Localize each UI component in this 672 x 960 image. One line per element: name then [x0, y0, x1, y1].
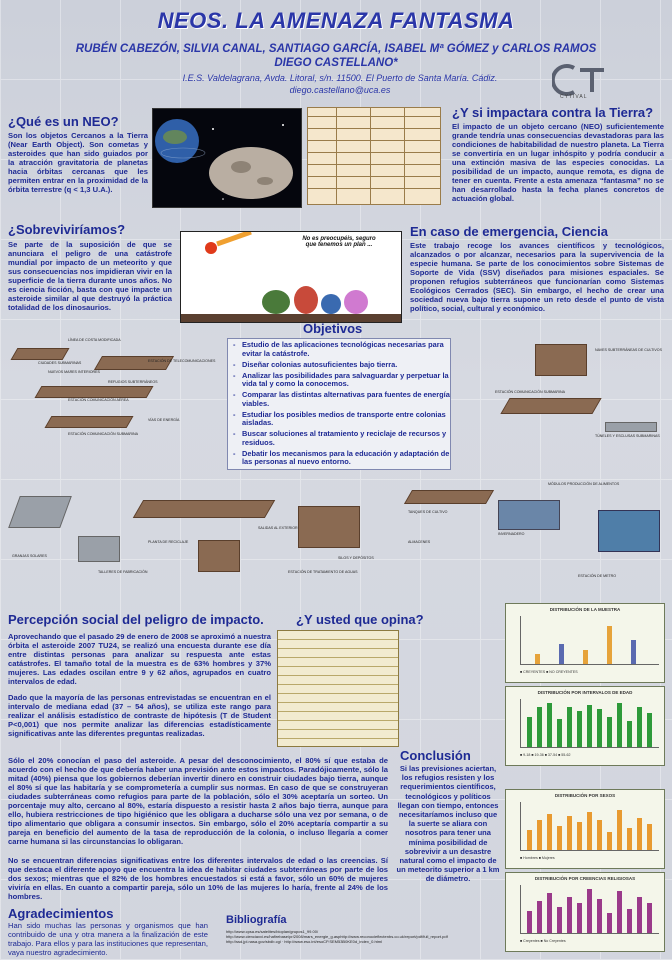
chart-bar [617, 810, 622, 850]
diagram-block [45, 416, 134, 428]
diagram-block [11, 348, 70, 360]
affiliation-address: I.E.S. Valdelagrana, Avda. Litoral, s/n. 11500. El Puerto de Santa María. Cádiz. [182, 73, 498, 83]
speech-bubble: No es preocupéis, seguro que tenemos un plan ... [302, 236, 376, 248]
chart-bar [607, 626, 612, 664]
neo-text: Son los objetos Cercanos a la Tierra (Near Earth Object). Son cometas y asteroides que han sido guiados por la atracción gravitatoria de planetas hacia órbitas cercanas que les permiten entrar en la proximidad de la órbita terrestre (q < 1,3 U.A.). [8, 131, 148, 194]
authors-line-1: RUBÉN CABEZÓN, SILVIA CANAL, SANTIAGO GARCÍA, ISABEL Mª GÓMEZ y CARLOS RAMOS [75, 43, 597, 55]
chart-age [505, 686, 665, 766]
diagram-label: TÚNELES Y ESCLUSAS SUBMARINAS [595, 434, 660, 438]
left-colony-diagram [8, 338, 223, 450]
diagram-label: ALMACENES [408, 540, 431, 544]
diagram-block [498, 500, 560, 530]
right-colony-diagram [455, 338, 665, 450]
chart-bar [577, 822, 582, 850]
chart-legend: ■ Creyentes ■ No Creyentes [520, 939, 566, 943]
thanks-text: Han sido muchas las personas y organismos que han contribuido de una y otra manera a la finalización de este trabajo. Para ellos y para las instituciones que representan, vaya nuestro agradecimiento. [8, 921, 208, 957]
diagram-label: ESTACIÓN DE TRATAMIENTO DE AGUAS [288, 570, 358, 574]
diagram-label: INVERNADERO [498, 532, 525, 536]
authors-line-2: DIEGO CASTELLANO* [274, 57, 398, 69]
chart-bar [577, 711, 582, 747]
diagram-block [198, 540, 240, 572]
chart-bar [587, 705, 592, 747]
diagram-label: REFUGIOS SUBTERRÁNEOS [108, 380, 158, 384]
chart-bar [627, 721, 632, 747]
colony-modules-diagram [8, 470, 665, 600]
chart-bar [607, 832, 612, 850]
chart-bar [557, 719, 562, 747]
diagram-label: TANQUES DE CULTIVO [408, 510, 448, 514]
authors [30, 42, 642, 70]
chart-bar [647, 713, 652, 747]
chart-plot [520, 616, 659, 665]
cytival-logo [552, 62, 616, 102]
chart-bar [617, 703, 622, 747]
asteroid-earth-icon [153, 109, 301, 207]
bibliography-list [226, 929, 486, 944]
chart-title: DISTRIBUCIÓN POR SEXOS [554, 793, 616, 798]
chart-title: DISTRIBUCIÓN POR CREENCIAS RELIGIOSAS [534, 876, 636, 881]
chart-bar [647, 903, 652, 933]
survey-table [277, 630, 399, 747]
chart-title: DISTRIBUCIÓN POR INTERVALOS DE EDAD [537, 690, 633, 695]
chart-bar [607, 913, 612, 933]
diagram-label: GRANJAS SOLARES [12, 554, 47, 558]
diagram-label: TALLERES DE FABRICACIÓN [98, 570, 148, 574]
diagram-label: ESTACIÓN COMUNICACIÓN SUBMARINA [495, 390, 566, 394]
emergency-heading: En caso de emergencia, Ciencia [410, 224, 608, 239]
diagram-block [35, 386, 154, 398]
chart-legend: ■ 9-18 ■ 19-36 ■ 37-54 ■ 55-62 [520, 753, 571, 757]
diagram-label: ESTACIÓN COMUNICACIÓN AÉREA [68, 398, 129, 402]
bibliography-heading: Bibliografía [226, 914, 287, 926]
chart-bar [607, 717, 612, 747]
chart-bar [617, 891, 622, 933]
diagram-label: SILOS Y DEPÓSITOS [338, 556, 374, 560]
diagram-label: ESTACIÓN DE METRO [578, 574, 617, 578]
conclusion-box [396, 764, 500, 888]
diagram-label: SALIDAS AL EXTERIOR [258, 526, 298, 530]
objective-item: - Diseñar colonias autosuficientes bajo tierra. [238, 361, 450, 370]
chart-bar [627, 909, 632, 933]
diagram-block [298, 506, 360, 548]
chart-bar [567, 897, 572, 933]
diagram-block [500, 398, 601, 414]
chart-bar [527, 830, 532, 850]
chart-bar [627, 828, 632, 850]
chart-plot [520, 885, 659, 934]
perception-heading: Percepción social del peligro de impacto. [8, 612, 264, 627]
chart-bar [583, 650, 588, 664]
bibliography-ref: http://ssd.jpl.nasa.gov/sbdb.cgi · http://www.eso.int/esoCP.SEM53B0KE0d_index_0.html [226, 939, 383, 944]
chart-bar [559, 644, 564, 664]
bibliography-ref: http://www.cpsa.es/satelites/bioplan/grupos1_99.00/ [226, 929, 319, 934]
dinosaur-cartoon [180, 231, 402, 323]
neo-classification-table [307, 107, 441, 205]
objective-item: - Estudio de las aplicaciones tecnológicas necesarias para evitar la catástrofe. [238, 341, 450, 358]
chart-bar [547, 703, 552, 747]
chart-sex [505, 789, 665, 869]
diagram-label: LÍNEA DE COSTA MODIFICADA [68, 338, 121, 342]
chart-bar [631, 640, 636, 664]
diagram-label: ESTACIÓN DE TELECOMUNICACIONES [148, 359, 216, 363]
chart-religion [505, 872, 665, 952]
chart-bar [637, 818, 642, 850]
diagram-label: NAVES SUBTERRÁNEAS DE CULTIVOS [595, 348, 662, 352]
objective-item: - Estudiar los posibles medios de transporte entre colonias aisladas. [238, 411, 450, 428]
chart-bar [637, 897, 642, 933]
chart-bar [637, 707, 642, 747]
chart-bar [557, 907, 562, 933]
chart-bar [647, 824, 652, 850]
conclusion-text: Si las previsiones aciertan, los refugios resisten y los requerimientos científicos, tecnológicos y políticos llegan con tiempo, entonces necesitaríamos incluso que la suerte se aliara con nosotros para tener una mínima posibilidad de sobrevivir a un desastre natural como el impacto de un meteorito superior a 1 km de diámetro. [396, 764, 500, 884]
chart-bar [567, 707, 572, 747]
poster-title: NEOS. LA AMENAZA FANTASMA [157, 8, 515, 33]
chart-plot [520, 802, 659, 851]
bibliography-ref: http://www.cienciaxxi.es/hafirebase/pr/2008/mars_energie_g.asphttp://www.reconocieflectenbs.co.uk/report/pdf/full_report.pdf [226, 934, 448, 939]
diagram-label: VÍAS DE ENERGÍA [148, 418, 180, 422]
objective-item: - Buscar soluciones al tratamiento y reciclaje de recursos y residuos. [238, 430, 450, 447]
chart-bar [527, 911, 532, 933]
diagram-block [605, 422, 657, 432]
diagram-block [8, 496, 72, 528]
diagram-block [598, 510, 660, 552]
diagram-block [404, 490, 494, 504]
chart-legend: ■ CREYENTES ■ NO CREYENTES [520, 670, 578, 674]
chart-bar [537, 901, 542, 933]
chart-bar [547, 814, 552, 850]
perception-p2: Dado que la mayoría de las personas entrevistadas se encuentran en el intervalo de mediana edad (37 – 54 años), se utiliza este rango para realizar el análisis estadístico de contraste de hipótesis (T de Student P<0,001) que nos permite analizar las diferencias estadísticamente significativas ante las diferentes preguntas realizadas. [8, 693, 271, 738]
asteroid-image [152, 108, 302, 208]
diagram-label: NUEVOS MARES INTERIORES [48, 370, 100, 374]
chart-bar [597, 899, 602, 933]
objective-item: - Analizar las posibilidades para salvaguardar y perpetuar la vida tal y como la conocemos. [238, 372, 450, 389]
impact-heading: ¿Y si impactara contra la Tierra? [452, 105, 654, 120]
objectives-box [227, 338, 451, 470]
chart-sample [505, 603, 665, 683]
opinion-heading: ¿Y usted que opina? [296, 612, 424, 627]
neo-heading: ¿Qué es un NEO? [8, 114, 119, 129]
chart-bar [587, 889, 592, 933]
perception-p4: No se encuentran diferencias significativas entre los diferentes intervalos de edad o las creencias. Sí que destaca el diferente apoyo que encuentra la idea de habitar ciudades subterráneas por parte de los dos sexos; mientras que el 82% de los hombres encuestados si está a favor, sólo un 60% de mujeres viviría en ellas. En cuanto a compartir pareja, sólo un 10% de las mujeres lo haría, frente al 24% de los hombres. [8, 856, 388, 901]
chart-bar [597, 820, 602, 850]
chart-bar [527, 717, 532, 747]
chart-plot [520, 699, 659, 748]
affiliation [140, 72, 540, 96]
chart-bar [537, 820, 542, 850]
objective-item: - Debatir los mecanismos para la educación y adaptación de las personas al nuevo entorno. [238, 450, 450, 467]
conclusion-heading: Conclusión [400, 748, 471, 763]
emergency-text: Este trabajo recoge los avances científicos y tecnológicos, alcanzados o por alcanzar, necesarios para la supervivencia de la especie humana. Se parte de los conocimientos sobre Sistemas de Soporte de Vida (SSV) diseñados para misiones espaciales. Se proponen refugios subterráneos que funcionarían como Sistemas Ecológicos Cerrados (SEC). Sin embargo, el hecho de crear una sociedad nueva bajo tierra supone un reto desde el punto de vista político, social, cultural y económico. [410, 241, 664, 313]
diagram-label: CIUDADES SUBMARINAS [38, 361, 82, 365]
thanks-heading: Agradecimientos [8, 906, 114, 921]
chart-bar [557, 826, 562, 850]
perception-p1: Aprovechando que el pasado 29 de enero de 2008 se aproximó a nuestra órbita el asteroide 2007 TU24, se realizó una encuesta durante ese día entre distintas personas para analizar su respuesta ante estas catástrofes. El tamaño total de la muestra es de 63% hombres y 37% mujeres. Las edades oscilan entre 9 y 62 años, agrupados en cuatro intervalos de edad. [8, 632, 271, 686]
chart-bar [577, 903, 582, 933]
diagram-label: ESTACIÓN COMUNICACIÓN SUBMARINA [68, 432, 139, 436]
chart-bar [597, 709, 602, 747]
perception-p3: Sólo el 20% conocían el paso del asteroide. A pesar del desconocimiento, el 80% sí que estaba de acuerdo con el hecho de que debería haber una previsión ante estos impactos. Paradójicamente, sólo la mitad (40%) piensa que los gobiernos deberían invertir dinero en construir ciudades bajo tierra, aunque el 80% sí que las habitaría y se comprometería a cumplir sus normas. En caso de que se construyeran ciudades subterráneas como refugios para parte de la población, sólo el 30% aceptaría un sorteo. Un porcentaje muy alto, cercano al 80%, estaría dispuesto a resistir hasta 2 años bajo tierra, aunque para ello, hubiera restricciones de tipo higiénico que les obligara a ducharse sólo una vez por semana, o de tipo alimentario que obligara a consumir insectos. Sin embargo, sólo el 20% aceptaría compartir a su pareja en beneficio del aumento de la tasa de reproducción de la colonia, o incluso llegaría a comer carne humana si las circunstancias lo obligaran. [8, 756, 388, 846]
impact-text: El impacto de un objeto cercano (NEO) suficientemente grande tendría unas consecuencias devastadoras para las condiciones de habitabilidad de nuestro planeta. La Tierra se convertiría en un lugar inhóspito y podría conducir a una extinción masiva de las especies conocidas. La posibilidad de un impacto, aunque remota, es digna de tener en cuenta. Frente a esta amenaza “fantasma” no se han desarrollado hasta la fecha planes concretos de actuación global. [452, 122, 664, 203]
chart-title: DISTRIBUCIÓN DE LA MUESTRA [549, 607, 621, 612]
chart-bar [535, 654, 540, 664]
chart-bar [567, 816, 572, 850]
diagram-label: MÓDULOS PRODUCCIÓN DE ALIMENTOS [548, 482, 620, 486]
chart-bar [547, 893, 552, 933]
objectives-list [228, 341, 450, 467]
objective-item: - Comparar las distintas alternativas para fuentes de energía viables. [238, 391, 450, 408]
logo-text: CYTIVAL [560, 94, 588, 100]
diagram-block [78, 536, 120, 562]
chart-bar [587, 812, 592, 850]
chart-bar [537, 707, 542, 747]
diagram-label: PLANTA DE RECICLAJE [148, 540, 189, 544]
objectives-heading: Objetivos [303, 321, 363, 336]
diagram-block [133, 500, 275, 518]
survive-text: Se parte de la suposición de que se anunciara el peligro de una catástrofe mundial por impacto de un meteorito y que sus consecuencias nos impidieran vivir en la superficie de la tierra durante unos años. No es ciencia ficción, basta con que impacte un asteroide similar al que destruyó la práctica totalidad de los dinosaurios. [8, 240, 172, 312]
survive-heading: ¿Sobreviviríamos? [8, 222, 126, 237]
diagram-block [535, 344, 587, 376]
affiliation-email: diego.castellano@uca.es [289, 85, 391, 95]
chart-legend: ■ Hombres ■ Mujeres [520, 856, 555, 860]
